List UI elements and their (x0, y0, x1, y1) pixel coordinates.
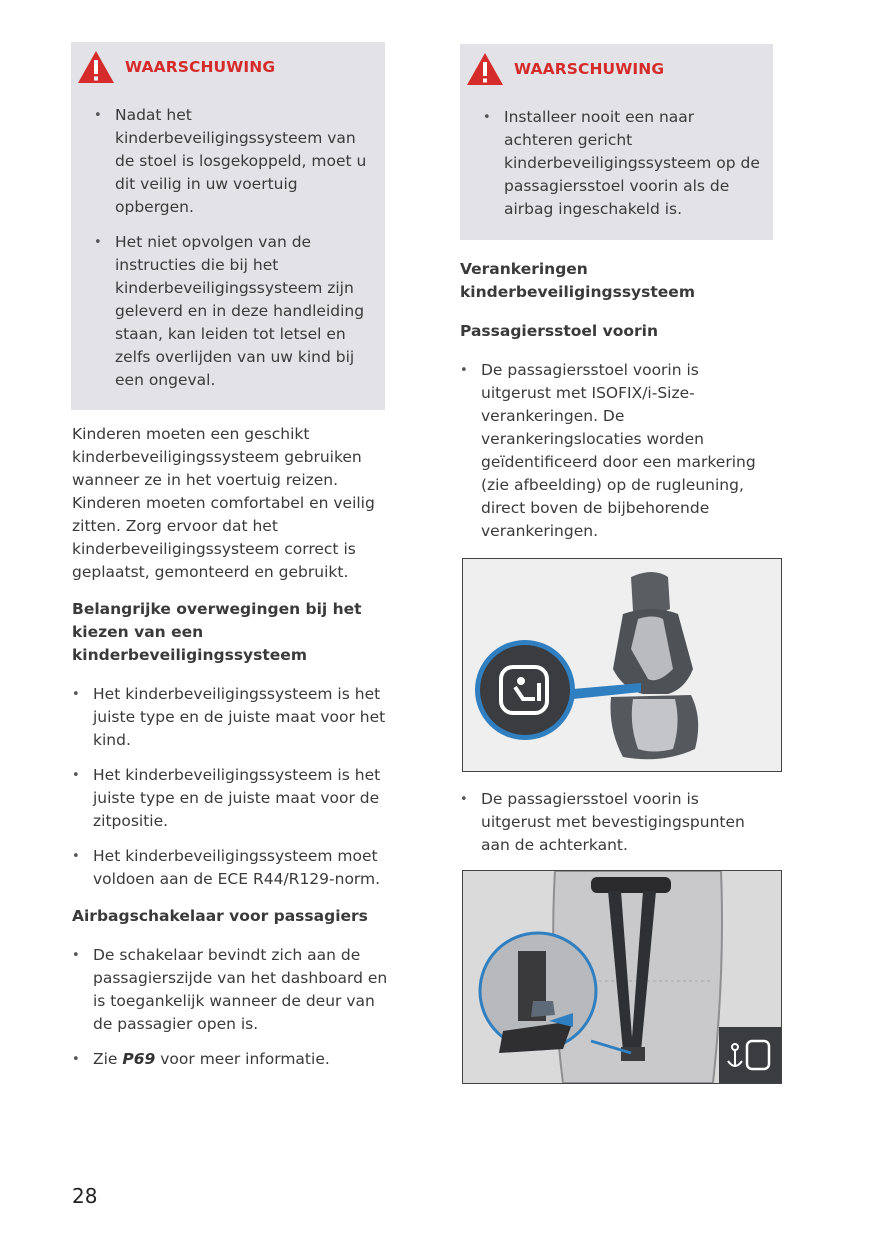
warning-list (115, 104, 377, 392)
considerations-heading: Belangrijke overwegingen bij het kiezen van een kinderbeveiligingssysteem (72, 600, 362, 664)
list-item: • Het kinderbeveiligingssysteem is het juiste type en de juiste maat voor het kind. (93, 683, 388, 752)
section-heading: Verankeringen kinderbeveiligingssysteem (460, 260, 695, 301)
warning-header (460, 44, 773, 94)
isofix-seat-figure (462, 558, 782, 772)
page-number: 28 (72, 1184, 98, 1208)
tether-point-figure (462, 870, 782, 1084)
item-suffix: voor meer informatie. (155, 1050, 330, 1068)
tether-illustration (463, 871, 781, 1083)
list-item: • De passagiersstoel voorin is uitgerust met bevestigingspunten aan de achterkant. (481, 788, 771, 857)
list-item: • De schakelaar bevindt zich aan de passagierszijde van het dashboard en is toegankelijk wanneer de deur van de passagier open is. (93, 944, 388, 1036)
warning-triangle-icon (77, 50, 115, 84)
considerations-list (93, 683, 388, 891)
warning-title: WAARSCHUWING (125, 58, 276, 76)
right-column-body-2 (460, 788, 775, 857)
list-item: • De passagiersstoel voorin is uitgerust met ISOFIX/i-Size-verankeringen. De verankeringslocaties worden geïdentificeerd door een markering (zie afbeelding) op de rugleuning, direct boven de bijbehorende verankeringen. (481, 359, 771, 543)
list-item: • Het kinderbeveiligingssysteem is het juiste type en de juiste maat voor de zitpositie. (93, 764, 388, 833)
left-column-body (72, 423, 388, 1071)
warning-header (71, 42, 385, 92)
right-column-body (460, 258, 775, 543)
airbag-list (93, 944, 388, 1071)
item-prefix: Zie (93, 1050, 123, 1068)
tether-list (481, 788, 771, 857)
list-item (93, 1048, 388, 1071)
warning-list (504, 106, 766, 221)
intro-paragraph: Kinderen moeten een geschikt kinderbeveiligingssysteem gebruiken wanneer ze in het voertuig reizen. Kinderen moeten comfortabel en veilig zitten. Zorg ervoor dat het kinderbeveiligingssysteem correct is geplaatst, gemonteerd en gebruikt. (72, 425, 375, 581)
warning-item: • Nadat het kinderbeveiligingssysteem van de stoel is losgekoppeld, moet u dit veilig in uw voertuig opbergen. (115, 104, 377, 219)
seat-illustration (463, 559, 781, 771)
page-reference-link[interactable]: P69 (122, 1050, 156, 1068)
warning-item: • Het niet opvolgen van de instructies die bij het kinderbeveiligingssysteem zijn geleverd en in deze handleiding staan, kan leiden tot letsel en zelfs overlijden van uw kind bij een ongeval. (115, 231, 377, 392)
list-item: • Het kinderbeveiligingssysteem moet voldoen aan de ECE R44/R129-norm. (93, 845, 388, 891)
warning-item: • Installeer nooit een naar achteren gericht kinderbeveiligingssysteem op de passagiersstoel voorin als de airbag ingeschakeld is. (504, 106, 766, 221)
anchor-list (481, 359, 771, 543)
warning-triangle-icon (466, 52, 504, 86)
warning-box-right (460, 44, 773, 240)
airbag-heading: Airbagschakelaar voor passagiers (72, 907, 368, 925)
warning-box-left (71, 42, 385, 410)
warning-title: WAARSCHUWING (514, 60, 665, 78)
sub-heading: Passagiersstoel voorin (460, 322, 659, 340)
